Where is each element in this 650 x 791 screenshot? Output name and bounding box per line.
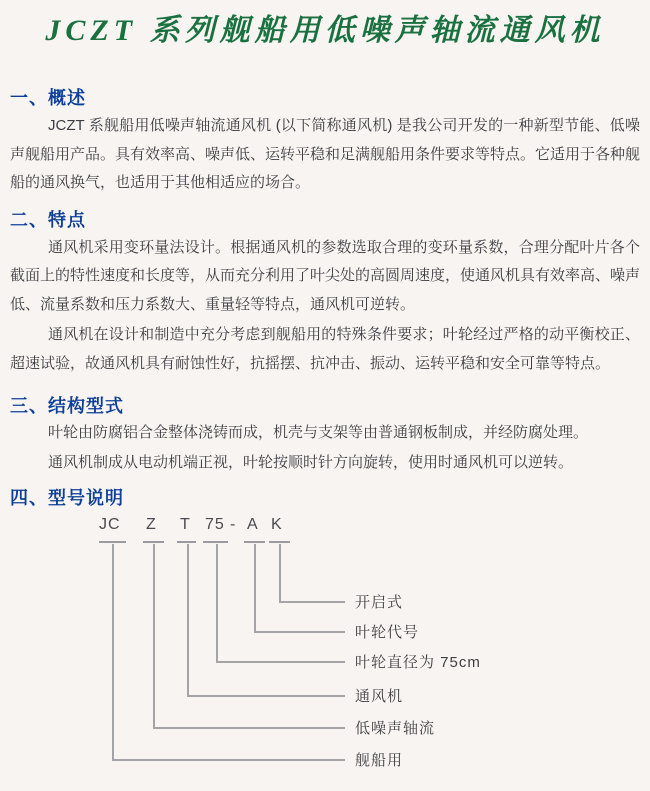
- section-heading-model: 四、型号说明: [10, 488, 124, 508]
- model-code-diagram: [0, 512, 650, 789]
- leader-hline-a: [254, 631, 345, 633]
- features-paragraph-2: 通风机在设计和制造中充分考虑到舰船用的特殊条件要求；叶轮经过严格的动平衡校正、超速试验，故通风机具有耐蚀性好，抗摇摆、抗冲击、振动、运转平稳和安全可靠等特点。: [10, 326, 640, 372]
- code-meaning-impeller-diameter: 叶轮直径为 75cm: [355, 654, 481, 671]
- code-meaning-low-noise-axial: 低噪声轴流: [355, 720, 436, 737]
- section-heading-structure: 三、结构型式: [10, 396, 124, 416]
- model-code-part-a: A: [247, 516, 259, 533]
- model-code-part-z: Z: [146, 516, 157, 533]
- document-body: [0, 86, 650, 510]
- section-heading-features: 二、特点: [10, 209, 86, 230]
- leader-vline-a: [254, 544, 256, 631]
- code-meaning-fan: 通风机: [355, 688, 404, 705]
- code-underline-a: [244, 541, 265, 543]
- leader-vline-t: [187, 544, 189, 695]
- code-underline-75: [203, 541, 228, 543]
- model-code-part-t: T: [180, 516, 191, 533]
- code-underline-jc: [99, 541, 126, 543]
- leader-vline-z: [153, 544, 155, 727]
- model-code-part-k: K: [271, 516, 283, 533]
- leader-hline-jc: [112, 759, 345, 761]
- leader-hline-t: [187, 695, 345, 697]
- leader-hline-z: [153, 727, 345, 729]
- page-title: JCZT 系列舰船用低噪声轴流通风机: [45, 14, 605, 47]
- leader-hline-75: [216, 661, 345, 663]
- leader-vline-75: [216, 544, 218, 661]
- leader-hline-k: [279, 601, 345, 603]
- code-meaning-open-type: 开启式: [355, 594, 404, 611]
- code-meaning-marine-use: 舰船用: [355, 752, 404, 769]
- model-code-part-jc: JC: [99, 516, 121, 533]
- leader-vline-jc: [112, 544, 114, 759]
- structure-paragraph-1: 叶轮由防腐铝合金整体浇铸而成，机壳与支架等由普通钢板制成，并经防腐处理。: [48, 424, 589, 441]
- overview-paragraph: JCZT 系舰船用低噪声轴流通风机 (以下简称通风机) 是我公司开发的一种新型节能、低噪声舰船用产品。具有效率高、噪声低、运转平稳和足满舰船用条件要求等特点。它适用于各种舰船的通风换气，也适用于其他相适应的场合。: [10, 117, 641, 191]
- code-underline-t: [177, 541, 196, 543]
- leader-vline-k: [279, 544, 281, 601]
- model-code-part-75: 75: [205, 516, 225, 533]
- code-meaning-impeller-code: 叶轮代号: [355, 624, 420, 641]
- model-code-part-dash: -: [230, 516, 237, 533]
- code-underline-z: [143, 541, 164, 543]
- code-underline-k: [269, 541, 290, 543]
- section-heading-overview: 一、概述: [10, 88, 86, 108]
- features-paragraph-1: 通风机采用变环量法设计。根据通风机的参数选取合理的变环量系数，合理分配叶片各个截面上的特性速度和长度等，从而充分利用了叶尖处的高圆周速度，使通风机具有效率高、噪声低、流量系数和压力系数大、重量轻等特点，通风机可逆转。: [10, 238, 641, 313]
- structure-paragraph-2: 通风机制成从电动机端正视，叶轮按顺时针方向旋转，使用时通风机可以逆转。: [48, 454, 574, 471]
